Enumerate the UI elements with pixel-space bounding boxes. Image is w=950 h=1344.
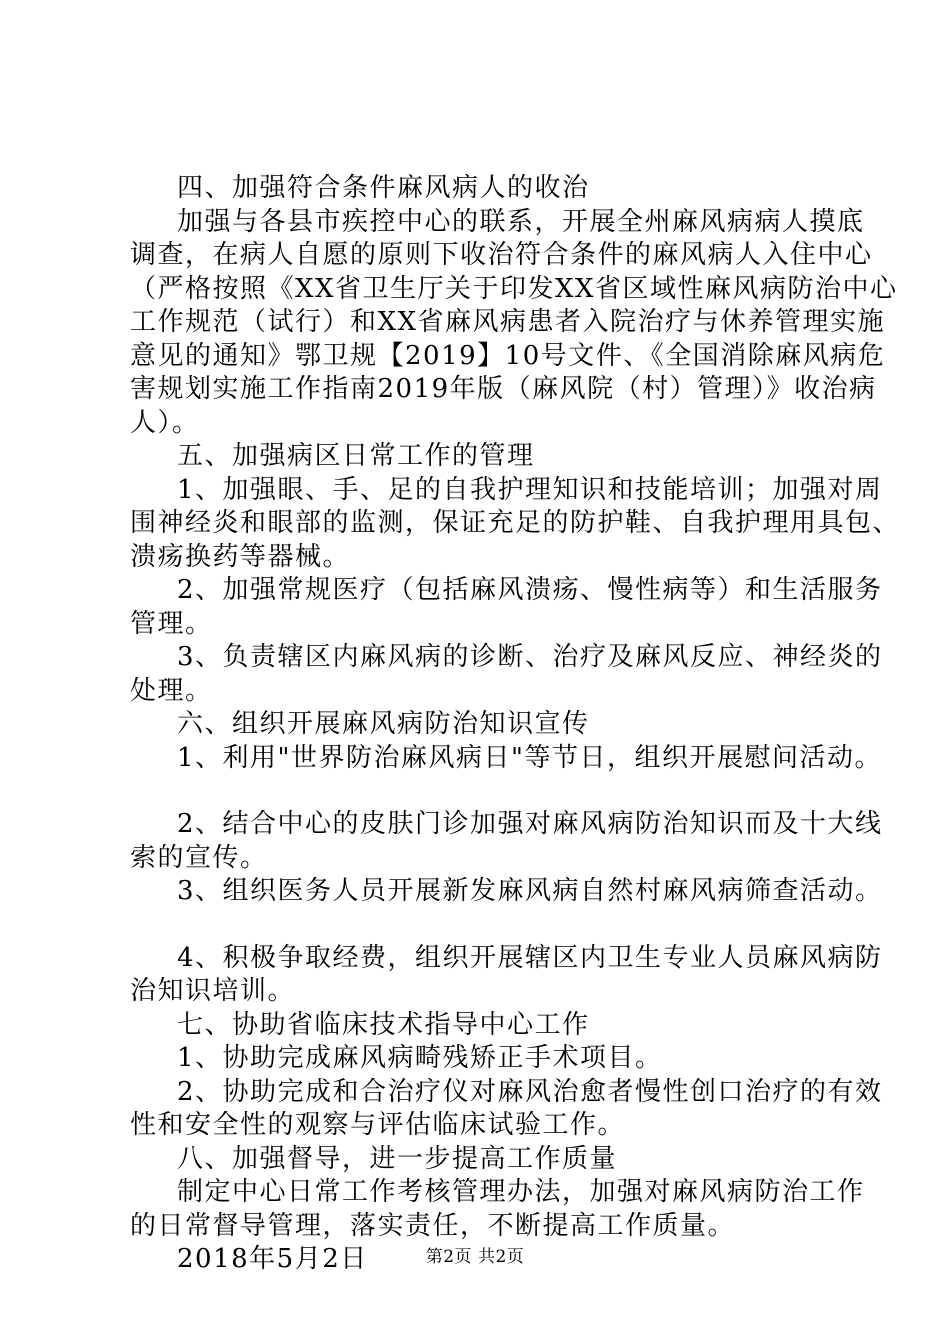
paragraph-line: 的日常督导管理，落实责任，不断提高工作质量。	[130, 1210, 736, 1241]
document-date: 2018年5月2日	[177, 1244, 368, 1274]
section-heading: 八、加强督导，进一步提高工作质量	[177, 1143, 618, 1174]
paragraph-line: （严格按照《XX省卫生厅关于印发XX省区域性麻风病防治中心	[130, 273, 898, 304]
paragraph-line: 加强与各县市疾控中心的联系，开展全州麻风病病人摸底	[177, 206, 865, 237]
list-item-line: 2、结合中心的皮肤门诊加强对麻风病防治知识而及十大线	[177, 809, 883, 839]
list-item-line: 索的宣传。	[130, 842, 268, 873]
blank-line	[130, 775, 832, 808]
list-item-line: 性和安全性的观察与评估临床试验工作。	[130, 1110, 626, 1140]
list-item-line: 1、加强眼、手、足的自我护理知识和技能培训；加强对周	[177, 474, 883, 505]
page-number-footer: 第2页 共2页	[425, 1247, 525, 1267]
list-item-line: 1、利用"世界防治麻风病日"等节日，组织开展慰问活动。	[177, 742, 882, 773]
section-heading: 六、组织开展麻风病防治知识宣传	[177, 709, 590, 739]
list-item-line: 3、组织医务人员开展新发麻风病自然村麻风病筛查活动。	[177, 876, 883, 906]
document-body	[130, 172, 901, 1277]
paragraph-line: 意见的通知》鄂卫规【2019】10号文件、《全国消除麻风病危	[130, 340, 886, 371]
paragraph-line: 人）。	[130, 407, 200, 438]
list-item-line: 2、加强常规医疗（包括麻风溃疡、慢性病等）和生活服务	[177, 575, 883, 605]
paragraph-line: 害规划实施工作指南2019年版（麻风院（村）管理）》收治病	[130, 374, 877, 404]
list-item-line: 溃疡换药等器械。	[130, 541, 351, 572]
paragraph-line: 制定中心日常工作考核管理办法，加强对麻风病防治工作	[177, 1177, 865, 1207]
list-item-line: 管理。	[130, 608, 213, 639]
section-heading: 七、协助省临床技术指导中心工作	[177, 1009, 590, 1040]
list-item-line: 处理。	[130, 675, 213, 706]
list-item-line: 2、协助完成和合治疗仪对麻风治愈者慢性创口治疗的有效	[177, 1076, 883, 1107]
section-heading: 四、加强符合条件麻风病人的收治	[177, 173, 590, 203]
list-item-line: 4、积极争取经费，组织开展辖区内卫生专业人员麻风病防	[177, 942, 883, 973]
list-item-line: 3、负责辖区内麻风病的诊断、治疗及麻风反应、神经炎的	[177, 642, 883, 672]
list-item-line: 围神经炎和眼部的监测，保证充足的防护鞋、自我护理用具包、	[130, 508, 901, 538]
section-heading: 五、加强病区日常工作的管理	[177, 441, 535, 471]
paragraph-line: 调查，在病人自愿的原则下收治符合条件的麻风病人入住中心	[130, 240, 873, 270]
list-item-line: 1、协助完成麻风病畸残矫正手术项目。	[177, 1043, 663, 1073]
list-item-line: 治知识培训。	[130, 976, 296, 1006]
blank-line	[130, 909, 832, 942]
paragraph-line: 工作规范（试行）和XX省麻风病患者入院治疗与休养管理实施	[130, 307, 886, 337]
